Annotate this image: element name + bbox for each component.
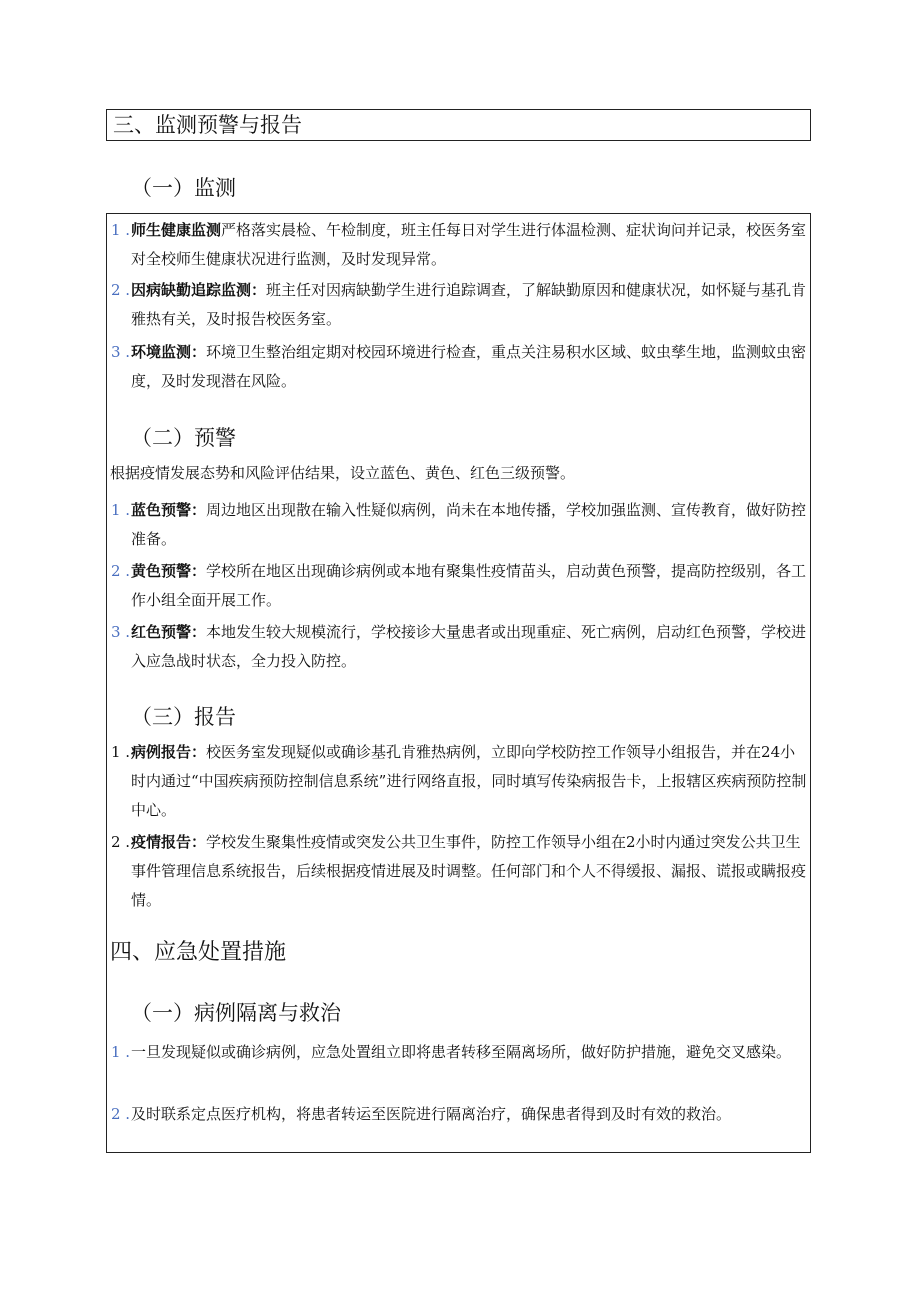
heading-monitoring: （一）监测 bbox=[131, 176, 236, 200]
section-title-box bbox=[106, 109, 811, 141]
item-number: 2 . bbox=[111, 833, 131, 851]
item-label: 黄色预警： bbox=[131, 562, 207, 580]
item-label: 病例报告： bbox=[131, 743, 207, 761]
item-label: 蓝色预警： bbox=[131, 501, 207, 519]
list-item bbox=[107, 338, 807, 396]
item-label: 因病缺勤追踪监测： bbox=[131, 281, 267, 299]
section4-title: 四、应急处置措施 bbox=[110, 940, 287, 965]
list-item bbox=[107, 1100, 807, 1129]
item-number: 1 . bbox=[111, 221, 131, 239]
item-number: 1 . bbox=[111, 501, 131, 519]
item-text: 学校发生聚集性疫情或突发公共卫生事件，防控工作领导小组在2小时内通过突发公共卫生事件管理信息系统报告，后续根据疫情进展及时调整。任何部门和个人不得缓报、漏报、谎报或瞒报疫情。 bbox=[131, 833, 807, 909]
item-number: 3 . bbox=[111, 623, 131, 641]
heading-warning: （二）预警 bbox=[131, 426, 236, 450]
content-box bbox=[106, 176, 811, 1153]
item-text: 及时联系定点医疗机构，将患者转运至医院进行隔离治疗，确保患者得到及时有效的救治。 bbox=[131, 1105, 732, 1123]
heading-isolation: （一）病例隔离与救治 bbox=[131, 1001, 341, 1025]
item-number: 2 . bbox=[111, 281, 131, 299]
item-number: 1 . bbox=[111, 743, 131, 761]
item-text: 学校所在地区出现确诊病例或本地有聚集性疫情苗头，启动黄色预警，提高防控级别，各工作小组全面开展工作。 bbox=[131, 562, 807, 609]
item-text: 校医务室发现疑似或确诊基孔肯雅热病例，立即向学校防控工作领导小组报告，并在24小时内通过“中国疾病预防控制信息系统”进行网络直报，同时填写传染病报告卡，上报辖区疾病预防控制中心。 bbox=[131, 743, 807, 819]
item-text: 周边地区出现散在输入性疑似病例，尚未在本地传播，学校加强监测、宣传教育，做好防控准备。 bbox=[131, 501, 807, 548]
item-number: 2 . bbox=[111, 562, 131, 580]
list-item bbox=[107, 618, 807, 676]
item-text: 一旦发现疑似或确诊病例，应急处置组立即将患者转移至隔离场所，做好防护措施，避免交叉感染。 bbox=[131, 1043, 792, 1061]
list-item bbox=[107, 216, 807, 274]
item-number: 2 . bbox=[111, 1105, 131, 1123]
item-label: 疫情报告： bbox=[131, 833, 207, 851]
item-number: 3 . bbox=[111, 343, 131, 361]
item-number: 1 . bbox=[111, 1043, 131, 1061]
item-text: 环境卫生整治组定期对校园环境进行检查，重点关注易积水区域、蚊虫孳生地，监测蚊虫密度，及时发现潜在风险。 bbox=[131, 343, 807, 390]
item-text: 班主任对因病缺勤学生进行追踪调查，了解缺勤原因和健康状况，如怀疑与基孔肯雅热有关，及时报告校医务室。 bbox=[131, 281, 807, 328]
item-text: 严格落实晨检、午检制度，班主任每日对学生进行体温检测、症状询问并记录，校医务室对全校师生健康状况进行监测，及时发现异常。 bbox=[131, 221, 807, 268]
list-item bbox=[107, 496, 807, 554]
list-item bbox=[107, 557, 807, 615]
section-title: 三、监测预警与报告 bbox=[113, 113, 302, 137]
item-label: 环境监测： bbox=[131, 343, 207, 361]
item-label: 红色预警： bbox=[131, 623, 207, 641]
list-item bbox=[107, 828, 807, 915]
heading-report: （三）报告 bbox=[131, 705, 236, 729]
warning-intro: 根据疫情发展态势和风险评估结果，设立蓝色、黄色、红色三级预警。 bbox=[110, 464, 576, 482]
list-item bbox=[107, 738, 807, 825]
list-item bbox=[107, 276, 807, 334]
item-label: 师生健康监测 bbox=[131, 221, 222, 239]
list-item bbox=[107, 1038, 807, 1067]
item-text: 本地发生较大规模流行，学校接诊大量患者或出现重症、死亡病例，启动红色预警，学校进入应急战时状态，全力投入防控。 bbox=[131, 623, 807, 670]
